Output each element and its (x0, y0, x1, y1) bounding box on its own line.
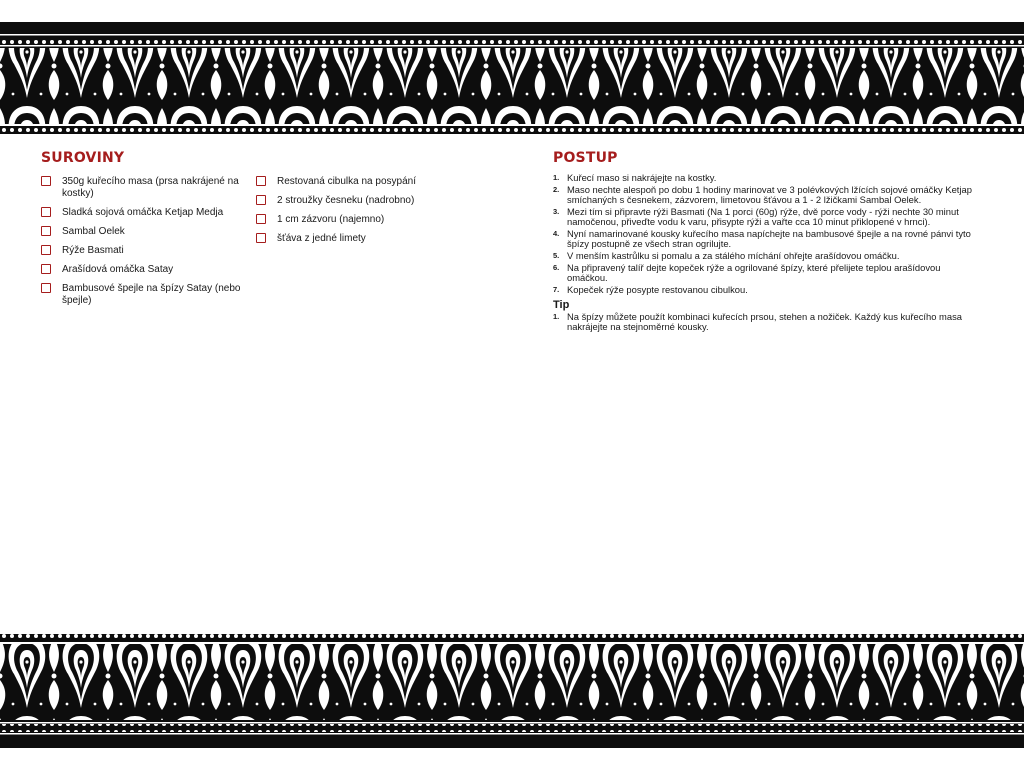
ingredients-list (41, 176, 256, 314)
ingredient-item (41, 226, 256, 238)
step-item (553, 251, 978, 261)
step-item (553, 229, 978, 249)
checkbox[interactable] (41, 226, 51, 236)
tip-number: 1. (553, 312, 560, 321)
step-number: 6. (553, 263, 560, 272)
step-number: 7. (553, 285, 560, 294)
tip-item (553, 312, 978, 332)
ingredient-item (256, 233, 456, 245)
method-title: POSTUP (553, 150, 618, 166)
thai-ornament-pattern-bottom (0, 632, 1024, 748)
step-text: Nyní namarinované kousky kuřecího masa napíchejte na bambusové špejle a na rovné pánvi tyto špízy postupně ze všech stran ogrilujte. (567, 228, 971, 249)
thai-ornament-pattern-top (0, 22, 1024, 136)
ingredient-text: Arašídová omáčka Satay (62, 264, 174, 275)
checkbox[interactable] (41, 245, 51, 255)
ingredient-text: šťáva z jedné limety (277, 233, 366, 244)
step-item (553, 263, 978, 283)
ingredient-text: Restovaná cibulka na posypání (277, 176, 416, 187)
method-steps (553, 173, 978, 334)
step-text: Maso nechte alespoň po dobu 1 hodiny marinovat ve 3 polévkových lžících sojové omáčky Ketjap smíchaných s česnekem, zázvorem, limetovou šťávou a 1 - 2 lžičkami Sambal Oelek. (567, 184, 972, 205)
ingredient-item (256, 176, 456, 188)
ingredient-text: 350g kuřecího masa (prsa nakrájené na kostky) (62, 176, 239, 199)
ingredient-item (41, 264, 256, 276)
ingredient-text: Sambal Oelek (62, 226, 125, 237)
ingredient-item (41, 245, 256, 257)
ingredient-item (41, 207, 256, 219)
step-text: Mezi tím si připravte rýži Basmati (Na 1 porci (60g) rýže, dvě porce vody - rýži nechte 30 minut namočenou, přiveďte vodu k varu, přisypte rýži a vařte cca 10 minut přiklopené v hrnci). (567, 206, 959, 227)
step-text: V menším kastrůlku si pomalu a za stálého míchání ohřejte arašídovou omáčku. (567, 250, 900, 261)
checkbox[interactable] (41, 176, 51, 186)
top-ornament-band (0, 22, 1024, 136)
step-number: 1. (553, 173, 560, 182)
checkbox[interactable] (41, 283, 51, 293)
step-number: 2. (553, 185, 560, 194)
tip-heading-item (553, 300, 978, 310)
ingredient-text: Sladká sojová omáčka Ketjap Medja (62, 207, 224, 218)
step-number: 5. (553, 251, 560, 260)
step-item (553, 173, 978, 183)
ingredient-item (256, 214, 456, 226)
step-text: Kuřecí maso si nakrájejte na kostky. (567, 172, 717, 183)
tip-text: Na špízy můžete použít kombinaci kuřecích prsou, stehen a nožiček. Každý kus kuřecího masa nakrájejte na stejnoměrné kousky. (567, 311, 962, 332)
step-item (553, 285, 978, 295)
tip-title: Tip (553, 299, 570, 311)
step-text: Na připravený talíř dejte kopeček rýže a ogrilované špízy, které přelijete teplou arašídovou omáčkou. (567, 262, 941, 283)
checkbox[interactable] (256, 176, 266, 186)
ingredient-item (256, 195, 456, 207)
checkbox[interactable] (256, 233, 266, 243)
step-number: 4. (553, 229, 560, 238)
checkbox[interactable] (41, 207, 51, 217)
checkbox[interactable] (256, 214, 266, 224)
ingredient-item (41, 176, 256, 200)
ingredient-text: Rýže Basmati (62, 245, 124, 256)
step-item (553, 207, 978, 227)
ingredient-text: 2 stroužky česneku (nadrobno) (277, 195, 415, 206)
checkbox[interactable] (256, 195, 266, 205)
ingredients-title: SUROVINY (41, 150, 125, 166)
ingredient-item (41, 283, 256, 307)
checkbox[interactable] (41, 264, 51, 274)
step-item (553, 185, 978, 205)
step-number: 3. (553, 207, 560, 216)
ingredient-text: 1 cm zázvoru (najemno) (277, 214, 385, 225)
ingredient-text: Bambusové špejle na špízy Satay (nebo špejle) (62, 283, 241, 306)
ingredients-list-2 (256, 176, 456, 252)
bottom-ornament-band (0, 632, 1024, 748)
step-text: Kopeček rýže posypte restovanou cibulkou. (567, 284, 748, 295)
